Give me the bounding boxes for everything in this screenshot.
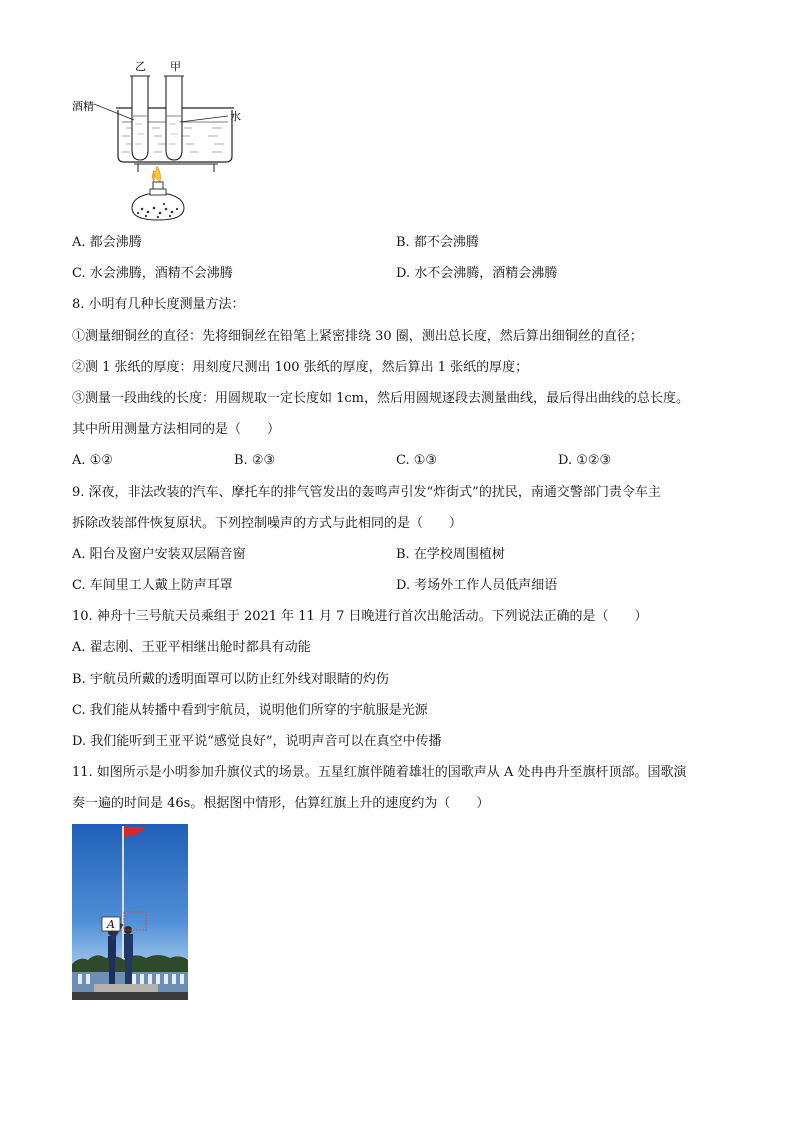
q9-stem-line2: 拆除改装部件恢复原状。下列控制噪声的方式与此相同的是（ ） (72, 516, 463, 531)
q9-option-d: D. 考场外工作人员低声细语 (396, 578, 558, 593)
q8-method-3: ③测量一段曲线的长度：用圆规取一定长度如 1cm，然后用圆规逐段去测量曲线，最后得出曲线的总长度。 (72, 391, 690, 406)
q8-option-c: C. ①③ (396, 453, 438, 468)
q8-option-a: A. ①② (72, 453, 113, 468)
q8-option-b: B. ②③ (234, 453, 276, 468)
pointer-water (180, 116, 228, 122)
label-water: 水 (230, 110, 241, 123)
stand (134, 164, 218, 172)
q8-stem: 8. 小明有几种长度测量方法： (72, 297, 245, 312)
label-yi: 乙 (135, 60, 146, 73)
q7-option-c: C. 水会沸腾，酒精不会沸腾 (72, 266, 233, 281)
label-jia: 甲 (170, 60, 181, 73)
q9-option-c: C. 车间里工人戴上防声耳罩 (72, 578, 233, 593)
q11-stem-line2: 奏一遍的时间是 46s。根据图中情形，估算红旗上升的速度约为（ ） (72, 796, 490, 811)
flag-raising-photo (72, 824, 188, 1000)
alcohol-lamp (132, 166, 184, 220)
test-tube-alcohol (130, 76, 150, 160)
q8-option-d: D. ①②③ (558, 453, 612, 468)
q9-stem-line1: 9. 深夜，非法改装的汽车、摩托车的排气管发出的轰鸣声引发“炸街式”的扰民，南通交警部门责令车主 (72, 485, 661, 500)
q7-option-b: B. 都不会沸腾 (396, 235, 479, 250)
q10-option-d: D. 我们能听到王亚平说“感觉良好”，说明声音可以在真空中传播 (72, 734, 442, 749)
q8-question: 其中所用测量方法相同的是（ ） (72, 422, 281, 437)
q9-option-a: A. 阳台及窗户安装双层隔音窗 (72, 547, 246, 562)
test-tube-water (164, 76, 184, 160)
q10-option-a: A. 翟志刚、王亚平相继出舱时都具有动能 (72, 640, 311, 655)
q7-option-d: D. 水不会沸腾，酒精会沸腾 (396, 266, 558, 281)
q8-method-2: ②测 1 张纸的厚度：用刻度尺测出 100 张纸的厚度，然后算出 1 张纸的厚度； (72, 360, 529, 375)
point-a-label: A (107, 918, 115, 931)
label-alcohol: 酒精 (72, 100, 94, 113)
q10-option-b: B. 宇航员所戴的透明面罩可以防止红外线对眼睛的灼伤 (72, 672, 389, 687)
q11-stem-line1: 11. 如图所示是小明参加升旗仪式的场景。五星红旗伴随着雄壮的国歌声从 A 处冉冉升至旗杆顶部。国歌演 (72, 765, 687, 780)
pointer-alcohol (94, 104, 134, 120)
q10-stem: 10. 神舟十三号航天员乘组于 2021 年 11 月 7 日晚进行首次出舱活动。下列说法正确的是（ ） (72, 609, 648, 624)
q9-option-b: B. 在学校周围植树 (396, 547, 505, 562)
q10-option-c: C. 我们能从转播中看到宇航员，说明他们所穿的宇航服是光源 (72, 703, 428, 718)
q8-method-1: ①测量细铜丝的直径：先将细铜丝在铅笔上紧密排绕 30 圈，测出总长度，然后算出细铜丝的直径； (72, 329, 643, 344)
q7-option-a: A. 都会沸腾 (72, 235, 142, 250)
boiling-apparatus-figure (72, 58, 262, 228)
